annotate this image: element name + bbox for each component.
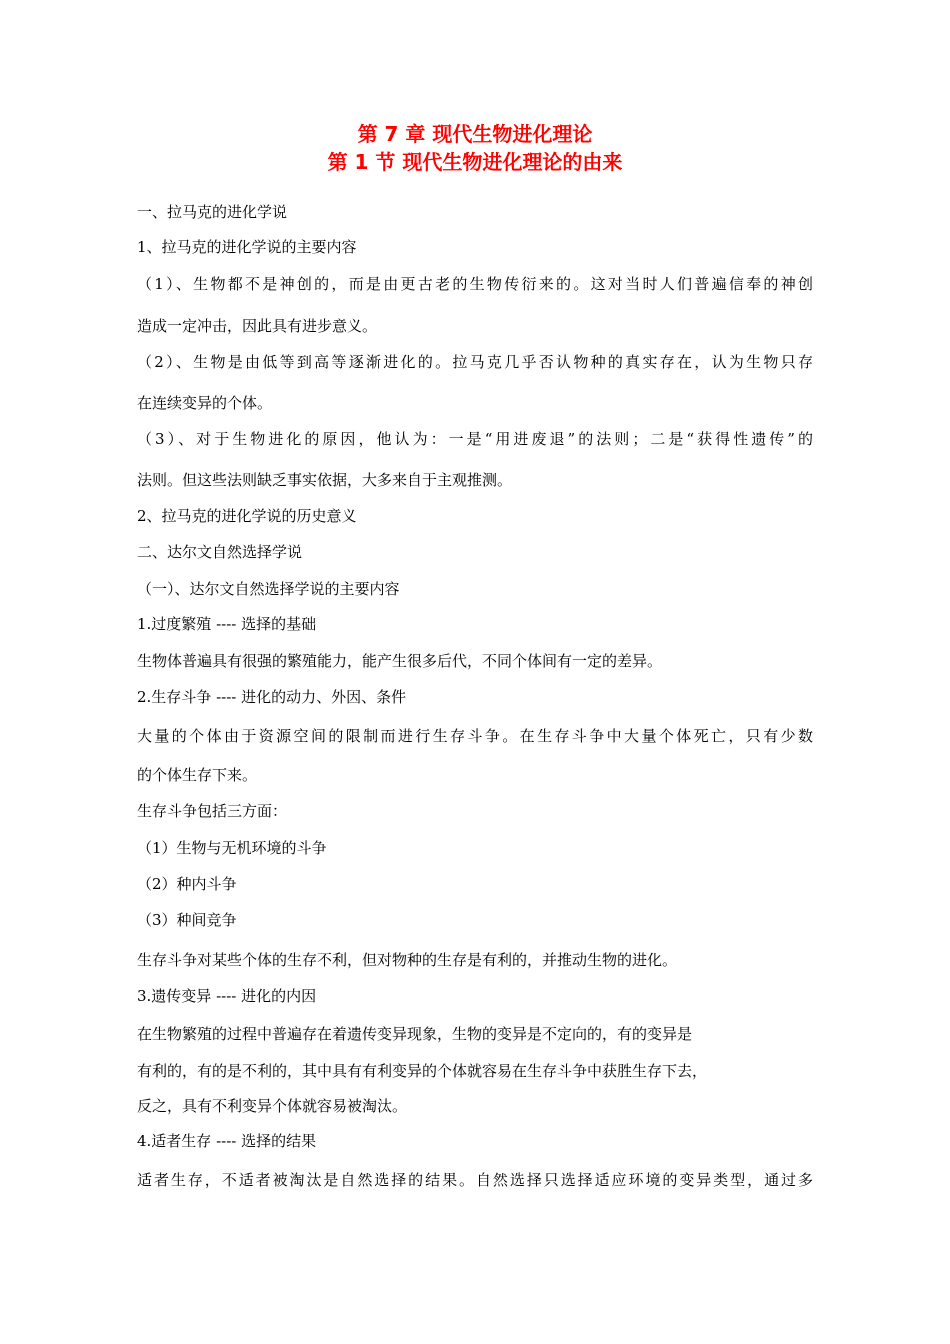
paragraph-line: （3）、对于生物进化的原因，他认为：一是“用进废退”的法则；二是“获得性遗传”的 bbox=[137, 430, 813, 448]
subheading-variation: 3.遗传变异 ---- 进化的内因 bbox=[137, 987, 317, 1005]
paragraph-line: 大量的个体由于资源空间的限制而进行生存斗争。在生存斗争中大量个体死亡，只有少数 bbox=[137, 727, 813, 745]
paragraph-line: 生物体普遍具有很强的繁殖能力，能产生很多后代，不同个体间有一定的差异。 bbox=[137, 652, 663, 670]
list-item: （2）种内斗争 bbox=[137, 875, 237, 893]
list-item: （3）种间竞争 bbox=[137, 911, 237, 929]
subheading-survival: 4.适者生存 ---- 选择的结果 bbox=[137, 1132, 317, 1150]
paragraph-line: 法则。但这些法则缺乏事实依据，大多来自于主观推测。 bbox=[137, 471, 513, 489]
paragraph-line: 造成一定冲击，因此具有进步意义。 bbox=[137, 317, 378, 335]
paragraph-line: 在连续变异的个体。 bbox=[137, 394, 273, 412]
heading-lamarck: 一、拉马克的进化学说 bbox=[137, 203, 288, 221]
paragraph-line: 有利的，有的是不利的，其中具有有利变异的个体就容易在生存斗争中获胜生存下去， bbox=[137, 1062, 708, 1080]
heading-darwin: 二、达尔文自然选择学说 bbox=[137, 543, 303, 561]
paragraph-line: 生存斗争对某些个体的生存不利，但对物种的生存是有利的，并推动生物的进化。 bbox=[137, 951, 678, 969]
subheading-struggle: 2.生存斗争 ---- 进化的动力、外因、条件 bbox=[137, 688, 407, 706]
paragraph-line: 适者生存，不适者被淘汰是自然选择的结果。自然选择只选择适应环境的变异类型，通过多 bbox=[137, 1171, 813, 1189]
section-title: 第 1 节 现代生物进化理论的由来 bbox=[327, 150, 623, 174]
subheading-lamarck-content: 1、拉马克的进化学说的主要内容 bbox=[137, 238, 357, 256]
subheading-lamarck-significance: 2、拉马克的进化学说的历史意义 bbox=[137, 507, 357, 525]
list-item: （1）生物与无机环境的斗争 bbox=[137, 839, 327, 857]
subheading-darwin-content: （一）、达尔文自然选择学说的主要内容 bbox=[137, 580, 400, 598]
paragraph-line: 反之，具有不利变异个体就容易被淘汰。 bbox=[137, 1097, 408, 1115]
paragraph-line: 生存斗争包括三方面： bbox=[137, 802, 288, 820]
paragraph-line: （2）、生物是由低等到高等逐渐进化的。拉马克几乎否认物种的真实存在，认为生物只存 bbox=[137, 353, 813, 371]
paragraph-line: （1）、生物都不是神创的，而是由更古老的生物传衍来的。这对当时人们普遍信奉的神创 bbox=[137, 275, 813, 293]
paragraph-line: 在生物繁殖的过程中普遍存在着遗传变异现象，生物的变异是不定向的，有的变异是 bbox=[137, 1025, 693, 1043]
chapter-title: 第 7 章 现代生物进化理论 bbox=[357, 122, 593, 146]
paragraph-line: 的个体生存下来。 bbox=[137, 766, 258, 784]
subheading-overproduction: 1.过度繁殖 ---- 选择的基础 bbox=[137, 615, 317, 633]
